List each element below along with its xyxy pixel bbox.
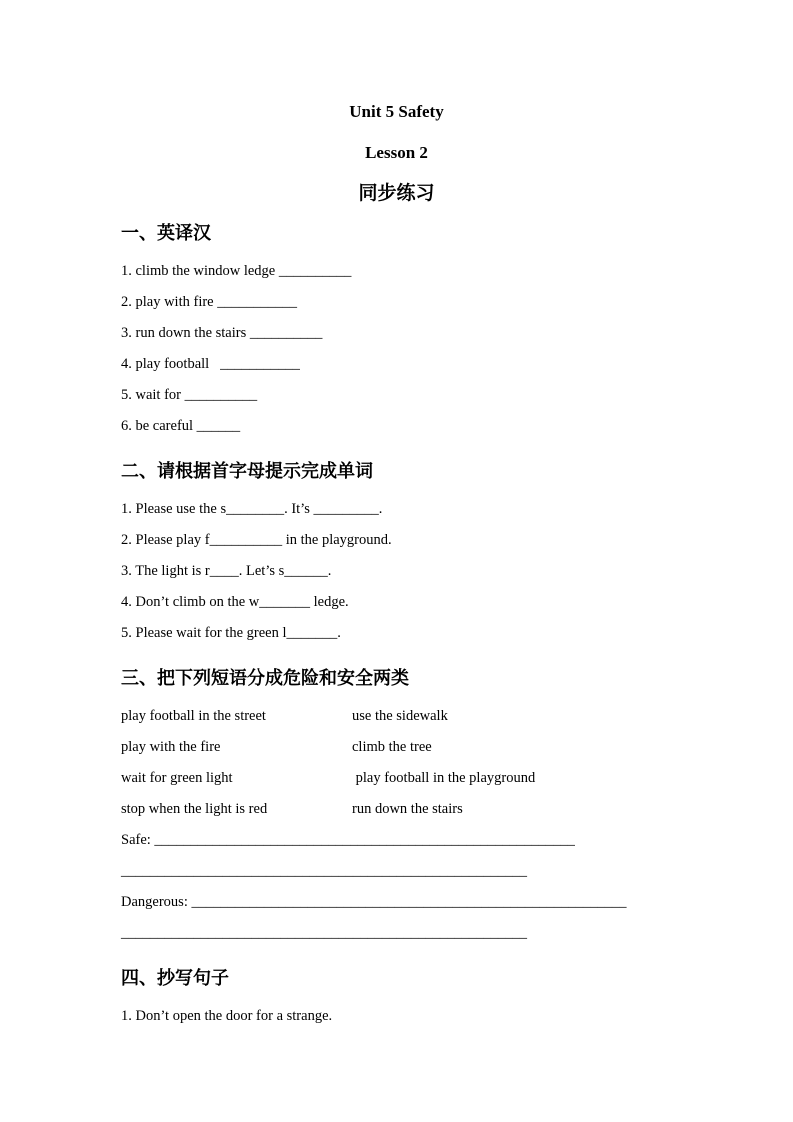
worksheet-subtitle: 同步练习 — [358, 183, 435, 204]
phrase-item: wait for green light — [121, 770, 233, 786]
phrase-classification-list — [121, 701, 683, 825]
phrase-item: play with the fire — [121, 739, 221, 755]
translation-item: 5. wait for __________ — [121, 387, 258, 403]
worksheet-header — [0, 0, 793, 206]
copy-sentence-item: 1. Don’t open the door for a strange. — [121, 1008, 333, 1024]
safe-answer-line: Safe: __________________________________________________________ — [121, 832, 575, 848]
phrase-item: run down the stairs — [352, 801, 463, 817]
section4-heading: 四、抄写句子 — [121, 968, 229, 988]
phrase-item: use the sidewalk — [352, 708, 448, 724]
unit-title: Unit 5 Safety — [349, 102, 444, 121]
lesson-title: Lesson 2 — [365, 143, 428, 162]
worksheet-body — [0, 220, 793, 1032]
dangerous-answer-line: Dangerous: ____________________________________________________________ — [121, 894, 627, 910]
fill-blank-item: 4. Don’t climb on the w_______ ledge. — [121, 594, 349, 610]
fill-blank-item: 1. Please use the s________. It’s _________. — [121, 501, 383, 517]
translation-item: 4. play football ___________ — [121, 356, 300, 372]
phrase-item: stop when the light is red — [121, 801, 268, 817]
fill-blank-item: 5. Please wait for the green l_______. — [121, 625, 341, 641]
safe-answer-line-2: ________________________________________________________ — [121, 863, 527, 879]
fill-blank-item: 2. Please play f__________ in the playground. — [121, 532, 392, 548]
translation-item: 2. play with fire ___________ — [121, 294, 297, 310]
dangerous-answer-line-2: ________________________________________________________ — [121, 925, 527, 941]
phrase-item: play football in the playground — [352, 770, 536, 786]
section2-heading: 二、请根据首字母提示完成单词 — [121, 461, 373, 481]
translation-item: 6. be careful ______ — [121, 418, 241, 434]
phrase-item: climb the tree — [352, 739, 432, 755]
section3-heading: 三、把下列短语分成危险和安全两类 — [121, 668, 409, 688]
translation-item: 1. climb the window ledge __________ — [121, 263, 352, 279]
phrase-item: play football in the street — [121, 708, 266, 724]
section1-heading: 一、英译汉 — [121, 223, 211, 243]
translation-item: 3. run down the stairs __________ — [121, 325, 323, 341]
fill-blank-item: 3. The light is r____. Let’s s______. — [121, 563, 332, 579]
